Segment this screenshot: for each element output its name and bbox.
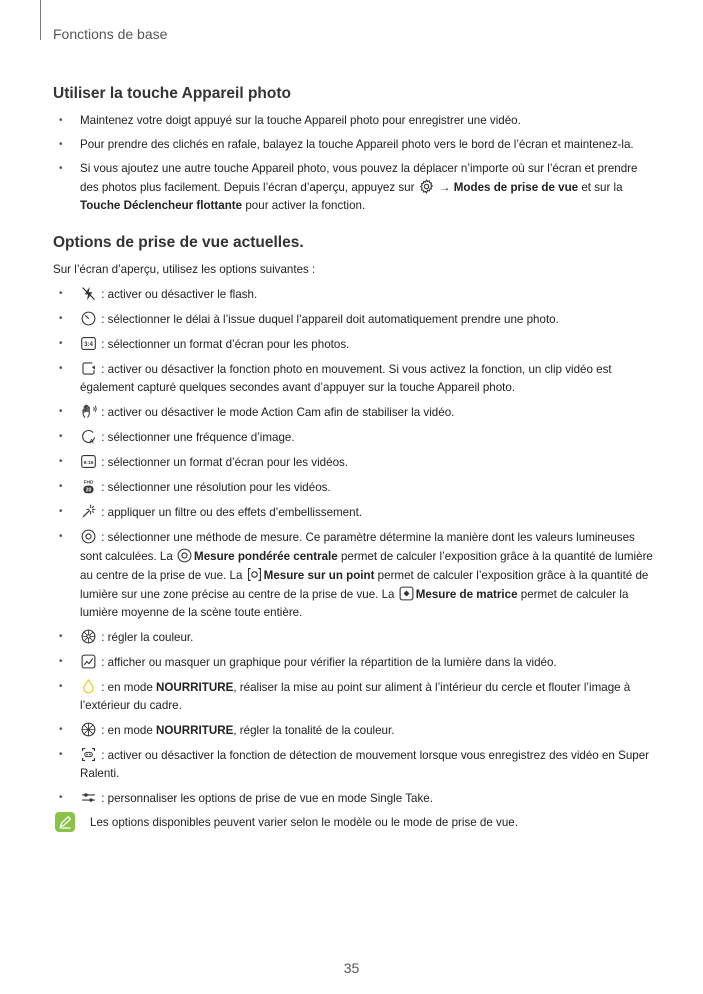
motion-photo-icon [80, 360, 97, 377]
list-item: • : afficher ou masquer un graphique pour vérifier la répartition de la lumière dans la vidéo. [53, 653, 653, 672]
spot-metering-icon [246, 566, 263, 583]
svg-text:30: 30 [85, 487, 92, 494]
frame-rate-icon [80, 428, 97, 445]
svg-text:A: • A [89, 439, 94, 445]
list-item: • : activer ou désactiver le flash. [53, 285, 653, 304]
list-item: • 9:16 : sélectionner un format d’écran pour les vidéos. [53, 453, 653, 472]
resolution-icon [80, 478, 97, 495]
svg-text:9:16: • 9:16 [83, 460, 94, 466]
page-content [53, 84, 653, 832]
settings-sliders-icon [80, 789, 97, 806]
timer-icon [80, 310, 97, 327]
list-item: • : régler la couleur. [53, 628, 653, 647]
matrix-metering-icon [398, 585, 415, 602]
flash-icon [80, 285, 97, 302]
food-focus-icon [80, 678, 97, 695]
list-item: • 3:4 : sélectionner un format d’écran pour les photos. [53, 335, 653, 354]
gear-icon [418, 178, 435, 195]
ratio-icon [80, 335, 97, 352]
svg-text:3:4: • 3:4 [84, 341, 93, 349]
list-item: • : personnaliser les options de prise de vue en mode Single Take. [53, 789, 653, 808]
list-item: • Si vous ajoutez une autre touche Appareil photo, vous pouvez la déplacer n’importe où sur l’écran et prendre des photos plus facilement. Depuis l’écran d’aperçu, appuyez sur → Modes de prise de vue et sur la Touche Déclencheur flottante pour activer la fonction. [53, 160, 653, 215]
section-title-camera-button: Utiliser la touche Appareil photo [53, 85, 291, 102]
list-item: • : en mode NOURRITURE, régler la tonalité de la couleur. [53, 721, 653, 740]
shooting-options-list [53, 285, 653, 808]
center-weighted-metering-icon [176, 547, 193, 564]
filter-icon [80, 503, 97, 520]
list-item: • Maintenez votre doigt appuyé sur la touche Appareil photo pour enregistrer une vidéo. [53, 112, 653, 130]
list-item: • : sélectionner le délai à l’issue duquel l’appareil doit automatiquement prendre une photo. [53, 310, 653, 329]
list-item: • : activer ou désactiver la fonction photo en mouvement. Si vous activez la fonction, un clip vidéo est également capturé quelques secondes avant d’appuyer sur la touche Appareil photo. [53, 360, 653, 397]
list-item: • A : sélectionner une fréquence d’image. [53, 428, 653, 447]
note-text: Les options disponibles peuvent varier selon le modèle ou le mode de prise de vue. [90, 816, 518, 829]
list-item: • : appliquer un filtre ou des effets d’embellissement. [53, 503, 653, 522]
color-temperature-icon [80, 721, 97, 738]
list-item: • Pour prendre des clichés en rafale, balayez la touche Appareil photo vers le bord de l’écran et maintenez-la. [53, 136, 653, 154]
color-tone-icon [80, 628, 97, 645]
action-cam-icon [80, 403, 97, 420]
list-item: • : sélectionner une méthode de mesure. Ce paramètre détermine la manière dont les valeurs lumineuses sont calculées. La Mesure pondérée centrale permet de calculer l’exposition grâce à la quantité de lumière au centre de la prise de vue. La Mesure sur un point permet de calculer l’exposition grâce à la quantité de lumière sur une zone précise au centre de la prise de vue. La Mesure de matrice permet de calculer la lumière moyenne de la scène toute entière. [53, 528, 653, 622]
list-item: • : activer ou désactiver la fonction de détection de mouvement lorsque vous enregistrez des vidéo en Super Ralenti. [53, 746, 653, 783]
options-intro: Sur l’écran d’aperçu, utilisez les options suivantes : [53, 263, 316, 276]
histogram-icon [80, 653, 97, 670]
list-item: • : activer ou désactiver le mode Action Cam afin de stabiliser la vidéo. [53, 403, 653, 422]
note-icon [55, 812, 75, 832]
metering-icon [80, 528, 97, 545]
header-title: Fonctions de base [53, 26, 168, 42]
motion-detection-icon [80, 746, 97, 763]
page-number: 35 [343, 960, 360, 976]
list-item: • FHD 30 : sélectionner une résolution pour les vidéos. [53, 478, 653, 497]
list-item: • : en mode NOURRITURE, réaliser la mise au point sur aliment à l’intérieur du cercle et flouter l’image à l’extérieur du cadre. [53, 678, 653, 715]
section-title-shooting-options: Options de prise de vue actuelles. [53, 234, 304, 251]
camera-button-list [53, 112, 653, 215]
video-ratio-icon [80, 453, 97, 470]
header-rule [40, 0, 41, 40]
note [53, 814, 653, 832]
svg-text:FHD: • FHD [83, 480, 94, 486]
